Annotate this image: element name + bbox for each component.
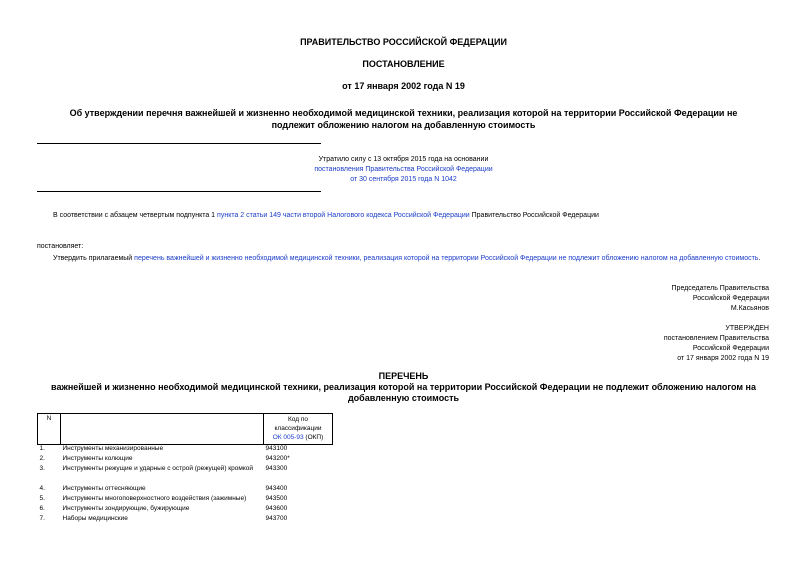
resolves-label: постановляет: xyxy=(37,243,84,250)
table-row xyxy=(38,465,333,475)
approve-text: Утвердить прилагаемый xyxy=(53,255,135,262)
preamble xyxy=(53,212,599,219)
status-link-date[interactable]: от 30 сентября 2015 года N 1042 xyxy=(350,176,457,183)
row-name: Инструменты колющие xyxy=(62,455,133,462)
row-code: 943300 xyxy=(265,465,288,472)
signature-block xyxy=(672,284,769,314)
tax-code-link[interactable]: пункта 2 статьи 149 части второй Налогового кодекса Российской Федерации xyxy=(217,212,470,219)
signature-position: Председатель Правительства xyxy=(671,285,769,292)
table-row xyxy=(38,495,333,505)
row-code: 943200* xyxy=(265,455,290,462)
row-code: 943600 xyxy=(265,505,288,512)
row-name: Наборы медицинские xyxy=(62,515,128,522)
status-line: Утратило силу с 13 октября 2015 года на основании xyxy=(318,156,489,163)
status-divider-top xyxy=(37,143,321,144)
status-link-resolution[interactable]: постановления Правительства Российской Федерации xyxy=(314,166,493,173)
row-name: Инструменты оттесняющие xyxy=(62,485,146,492)
list-link[interactable]: перечень важнейшей и жизненно необходимой медицинской техники, реализация которой на территории Российской Федерации не подлежит обложению налогом на добавленную стоимость xyxy=(134,255,759,262)
row-code: 943100 xyxy=(265,445,288,452)
table-row xyxy=(38,515,333,525)
row-number: 5. xyxy=(39,495,45,502)
preamble-text-end: Правительство Российской Федерации xyxy=(469,212,599,219)
row-number: 4. xyxy=(39,485,45,492)
table-row xyxy=(38,475,333,485)
row-code: 943500 xyxy=(265,495,288,502)
approved-label: УТВЕРЖДЕН xyxy=(725,325,769,332)
signature-name: М.Касьянов xyxy=(730,305,769,312)
approved-date: от 17 января 2002 года N 19 xyxy=(677,355,769,362)
table-row xyxy=(38,505,333,515)
row-number: 2. xyxy=(39,455,45,462)
status-divider-bottom xyxy=(37,191,321,192)
equipment-table xyxy=(37,413,333,525)
row-name: Инструменты многоповерхностного воздействия (зажимные) xyxy=(62,495,247,502)
row-name: Инструменты зондирующие, бужирующие xyxy=(62,505,190,512)
document-authority: ПРАВИТЕЛЬСТВО РОССИЙСКОЙ ФЕДЕРАЦИИ xyxy=(300,37,507,47)
col-header-code-line3 xyxy=(266,433,330,442)
row-code: 943400 xyxy=(265,485,288,492)
row-number: 3. xyxy=(39,465,45,472)
row-code xyxy=(264,475,333,485)
table-row xyxy=(38,485,333,495)
table-row xyxy=(38,455,333,465)
col-header-code xyxy=(264,414,333,445)
okp-link[interactable]: ОК 005-93 xyxy=(272,434,304,441)
list-heading: ПЕРЕЧЕНЬ xyxy=(378,371,429,381)
col-header-code-line1: Код по xyxy=(288,416,308,423)
col-header-name xyxy=(61,414,264,445)
approved-by: постановлением Правительства xyxy=(663,335,769,342)
document-type: ПОСТАНОВЛЕНИЕ xyxy=(362,59,445,69)
row-number xyxy=(38,475,61,485)
okp-suffix: (ОКП) xyxy=(303,434,324,441)
approved-country: Российской Федерации xyxy=(692,345,769,352)
row-code: 943700 xyxy=(265,515,288,522)
col-header-number: N xyxy=(38,414,61,445)
row-number: 1. xyxy=(39,445,45,452)
document-date-number: от 17 января 2002 года N 19 xyxy=(342,81,465,91)
preamble-text: В соответствии с абзацем четвертым подпункта 1 xyxy=(53,212,218,219)
status-note xyxy=(0,155,807,185)
row-number: 6. xyxy=(39,505,45,512)
signature-country: Российской Федерации xyxy=(692,295,769,302)
row-name xyxy=(61,475,264,485)
row-name: Инструменты механизированные xyxy=(62,445,164,452)
table-header-row xyxy=(38,414,333,445)
table-row xyxy=(38,445,333,456)
approve-suffix: . xyxy=(758,255,761,262)
row-name: Инструменты режущие и ударные с острой (режущей) кромкой xyxy=(62,465,253,472)
col-header-code-line2: классификации xyxy=(274,425,322,432)
approve-paragraph xyxy=(37,254,767,264)
row-number: 7. xyxy=(39,515,45,522)
approved-block xyxy=(664,324,769,364)
list-subheading: важнейшей и жизненно необходимой медицинской техники, реализация которой на территории Российской Федерации не подлежит обложению налогом на добавленную стоимость xyxy=(51,382,756,403)
document-title: Об утверждении перечня важнейшей и жизненно необходимой медицинской техники, реализация которой на территории Российской Федерации не подлежит обложению налогом на добавленную стоимость xyxy=(69,108,738,130)
